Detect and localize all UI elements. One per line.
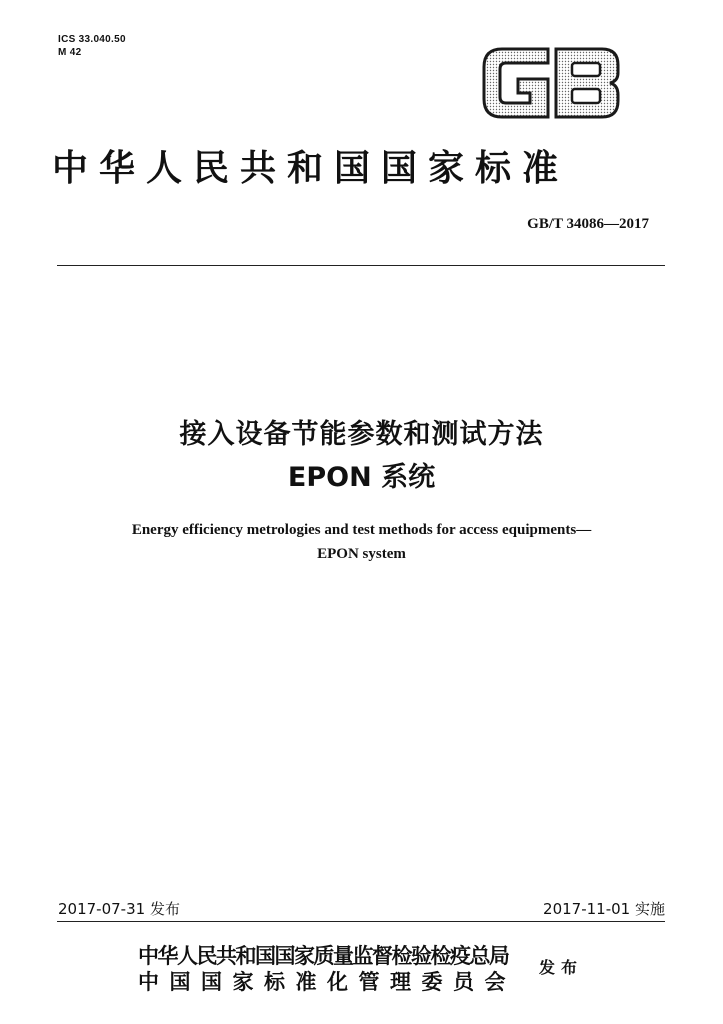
publisher-aqsiq: 中华人民共和国国家质量监督检验检疫总局	[138, 943, 509, 968]
gb-logo-icon	[480, 45, 622, 121]
document-title-en: Energy efficiency metrologies and test methods for access equipments—	[131, 522, 592, 538]
document-subtitle-cn: EPON 系统	[287, 462, 436, 493]
ics-code: ICS 33.040.50	[58, 34, 126, 45]
document-subtitle-en: EPON system	[317, 546, 406, 562]
implementation-date: 2017-11-01 实施	[543, 900, 665, 918]
top-divider	[57, 265, 665, 266]
publish-label: 发布	[539, 958, 584, 977]
document-title-cn: 接入设备节能参数和测试方法	[179, 419, 544, 450]
classification-codes	[58, 33, 126, 59]
issue-date: 2017-07-31 发布	[58, 900, 180, 918]
standard-number: GB/T 34086—2017	[527, 216, 649, 232]
national-standard-title: 中华人民共和国国家标准	[52, 147, 570, 189]
ccs-code: M 42	[58, 47, 82, 58]
publisher-sac: 中国国家标准化管理委员会	[138, 969, 516, 994]
bottom-divider	[57, 921, 665, 922]
